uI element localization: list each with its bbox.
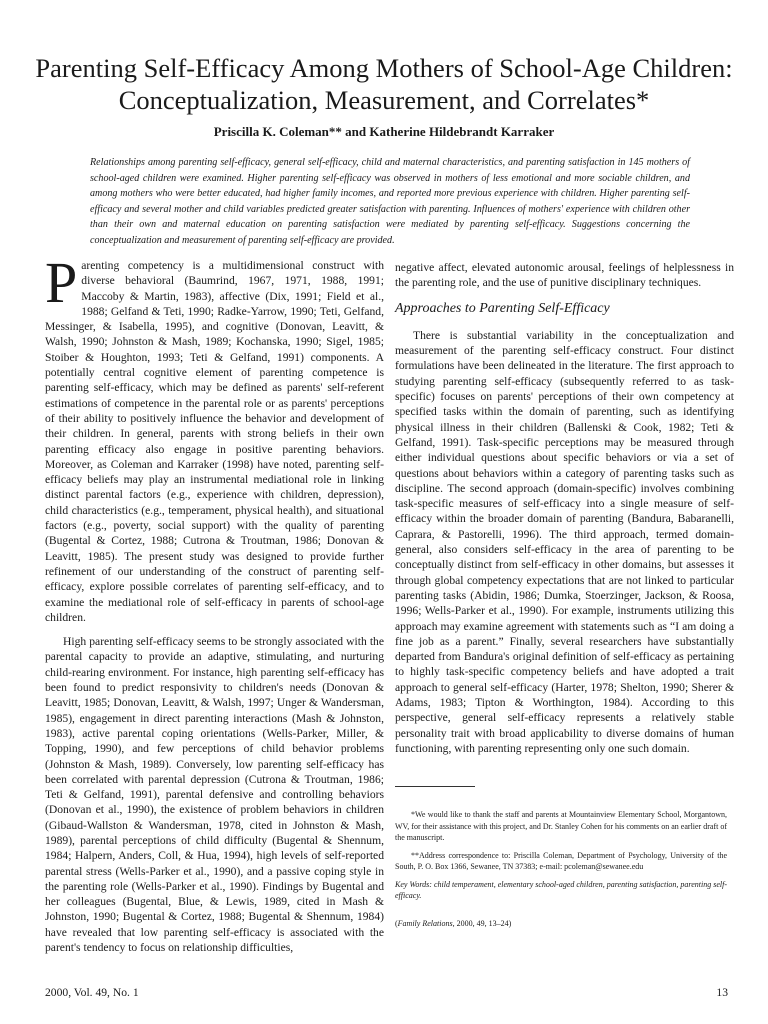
- intro-text: arenting competency is a multidimensional construct with diverse behavioral (Baumrind, 1967, 1971, 1988, 1991; Maccoby & Martin, 1983), affective (Dix, 1991; Field et al., 1988; Gelfand & Teti, 1990; Radke-Yarrow, 1990; Teti, Gelfand, Messinger, & Isabella, 1995), and cognitive (Donovan, Leavitt, & Walsh, 1990; Johnston & Mash, 1989; Kochanska, 1990; Sigel, 1985; Stoiber & Houghton, 1993; Teti & Gelfand, 1991) components. A potentially central cognitive element of parenting competence is parenting self-efficacy, which may be defined as parents' self-referent estimations of competence in the parental role or as parents' perceptions of their ability to positively influence the behavior and development of their children. In general, parents with strong beliefs in their own parenting efficacy also engage in positive parenting behaviors. Moreover, as Coleman and Karraker (1998) have noted, parenting self-efficacy beliefs may play an instrumental mediational role in linking distinct parental factors (e.g., experience with children, depression), child characteristics (e.g., temperament, physical health), and situational factors (e.g., poverty, social support) with the quality of parenting (Bugental & Cortez, 1988; Cutrona & Troutman, 1986; Donovan & Leavitt, 1985). The present study was designed to provide further refinement of our understanding of the construct of parenting self-efficacy, explore possible correlates of parenting self-efficacy, and to examine the mediational role of self-efficacy in parents of school-age children.: [45, 259, 384, 624]
- journal-citation: [395, 918, 727, 930]
- paragraph-3: negative affect, elevated autonomic arousal, feelings of helplessness in the parenting role, and the use of punitive disciplinary techniques.: [395, 261, 734, 290]
- issue-info: 2000, Vol. 49, No. 1: [45, 986, 139, 999]
- footnotes: [395, 786, 727, 929]
- title-line-1: Parenting Self-Efficacy Among Mothers of School-Age Children:: [35, 53, 733, 83]
- citation-rest: , 2000, 49, 13–24): [452, 918, 512, 928]
- title-line-2: Conceptualization, Measurement, and Correlates*: [118, 85, 650, 115]
- key-words: Key Words: child temperament, elementary school-aged children, parenting satisfaction, parenting self-efficacy.: [395, 879, 728, 900]
- page-number: 13: [716, 986, 728, 999]
- right-column: [395, 260, 734, 756]
- paragraph-2: High parenting self-efficacy seems to be strongly associated with the parental capacity to provide an adaptive, stimulating, and nurturing child-rearing environment. For instance, high parenting self-efficacy has been found to predict responsivity to children's needs (Donovan & Leavitt, 1985; Donovan, Leavitt, & Walsh, 1997; Unger & Wandersman, 1985), engagement in direct parenting interactions (Mash & Johnston, 1983), active parental coping orientations (Wells-Parker, Miller, & Topping, 1990), and few perceptions of child behavior problems (Johnston & Mash, 1989). Conversely, low parenting self-efficacy has been correlated with parental depression (Cutrona & Troutman, 1986; Teti & Gelfand, 1991), parental defensive and controlling behaviors (Donovan et al., 1990), the existence of problem behaviors in children (Gibaud-Wallston & Wandersman, 1978, cited in Johnston & Mash, 1989), parental perceptions of child difficulty (Bugental & Shennum, 1984; Halpern, Anders, Coll, & Hua, 1994), high levels of self-reported parental stress (Wells-Parker et al., 1990), and a passive coping style in the parenting role (Wells-Parker et al., 1990). Findings by Bugental and her colleagues (Bugental, Blue, & Lewis, 1989, cited in Mash & Johnston, 1990; Bugental & Cortez, 1988; Bugental & Shennum, 1984) have revealed that low parenting self-efficacy is associated with the parent's tendency to focus on relationship difficulties,: [45, 635, 384, 955]
- footnote-acknowledgment: *We would like to thank the staff and parents at Mountainview Elementary School, Morgantown, WV, for their assistance with this project, and Dr. Stanley Cohen for his comments on an earlier draft of the manuscript.: [395, 810, 727, 842]
- paragraph-4: There is substantial variability in the conceptualization and measurement of the parenting self-efficacy construct. Four distinct formulations have been delineated in the literature. The first approach to studying parenting self-efficacy (subsequently referred to as task-specific) focuses on parents' perceptions of their own competency at specified tasks within the domain of parenting, such as identifying physical illness in their children (Ballenski & Cook, 1982; Teti & Gelfand, 1991). Task-specific perceptions may be measured through either individual questions about specific behaviors or via a set of questions about behaviors within a category of parenting tasks such as discipline. The second approach (domain-specific) involves combining task-specific measures of self-efficacy into a single measure of self-efficacy within the broader domain of parenting (Bandura, Babaranelli, Caprara, & Pastorelli, 1996). The third approach, termed domain-general, also considers self-efficacy in the area of parenting to be conceptually distinct from self-efficacy in other domains, but assesses it through global competency expectations that are not linked to particular parenting tasks (Abidin, 1986; Dumka, Stoerzinger, Jackson, & Roosa, 1996; Wells-Parker et al., 1990). For example, instruments utilizing this approach may examine agreement with statements such as “I am doing a fine job as a parent.” Finally, several researchers have substantially departed from Bandura's original definition of self-efficacy as pertaining to highly task-specific competency beliefs and have adopted a trait approach to general self-efficacy (Harter, 1978; Shelton, 1990; Sherer & Adams, 1983; Tipton & Worthington, 1984). According to this perspective, general self-efficacy represents a relatively stable personality trait with broad applicability to diverse domains of human functioning, with parenting representing only one such domain.: [395, 328, 734, 755]
- drop-cap: P: [45, 250, 78, 315]
- footnote-rule: [395, 786, 475, 787]
- section-heading: Approaches to Parenting Self-Efficacy: [395, 300, 610, 316]
- authors: Priscilla K. Coleman** and Katherine Hildebrandt Karraker: [213, 124, 555, 139]
- citation-open: (: [395, 918, 398, 928]
- intro-paragraph: [45, 250, 384, 625]
- footnote-correspondence: **Address correspondence to: Priscilla Coleman, Department of Psychology, University of the South, P. O. Box 1366, Sewanee, TN 37383; e-mail: pcoleman@sewanee.edu: [395, 850, 727, 871]
- article-title: [20, 52, 748, 116]
- abstract: Relationships among parenting self-efficacy, general self-efficacy, child and maternal characteristics, and parenting satisfaction in 145 mothers of school-aged children were examined. Higher parenting self-efficacy was observed in mothers of less emotional and more sociable children, and among mothers who were better educated, had higher family incomes, and reported more previous experience with children. Higher parenting self-efficacy and several mother and child variables predicted greater satisfaction with parenting. Influences of mothers' experience with children other than their own and maternal education on parenting satisfaction were mediated by parenting self-efficacy. Suggestions concerning the conceptualization and measurement of parenting self-efficacy are provided.: [90, 157, 690, 246]
- journal-name: Family Relations: [397, 918, 453, 928]
- left-column: [45, 250, 384, 955]
